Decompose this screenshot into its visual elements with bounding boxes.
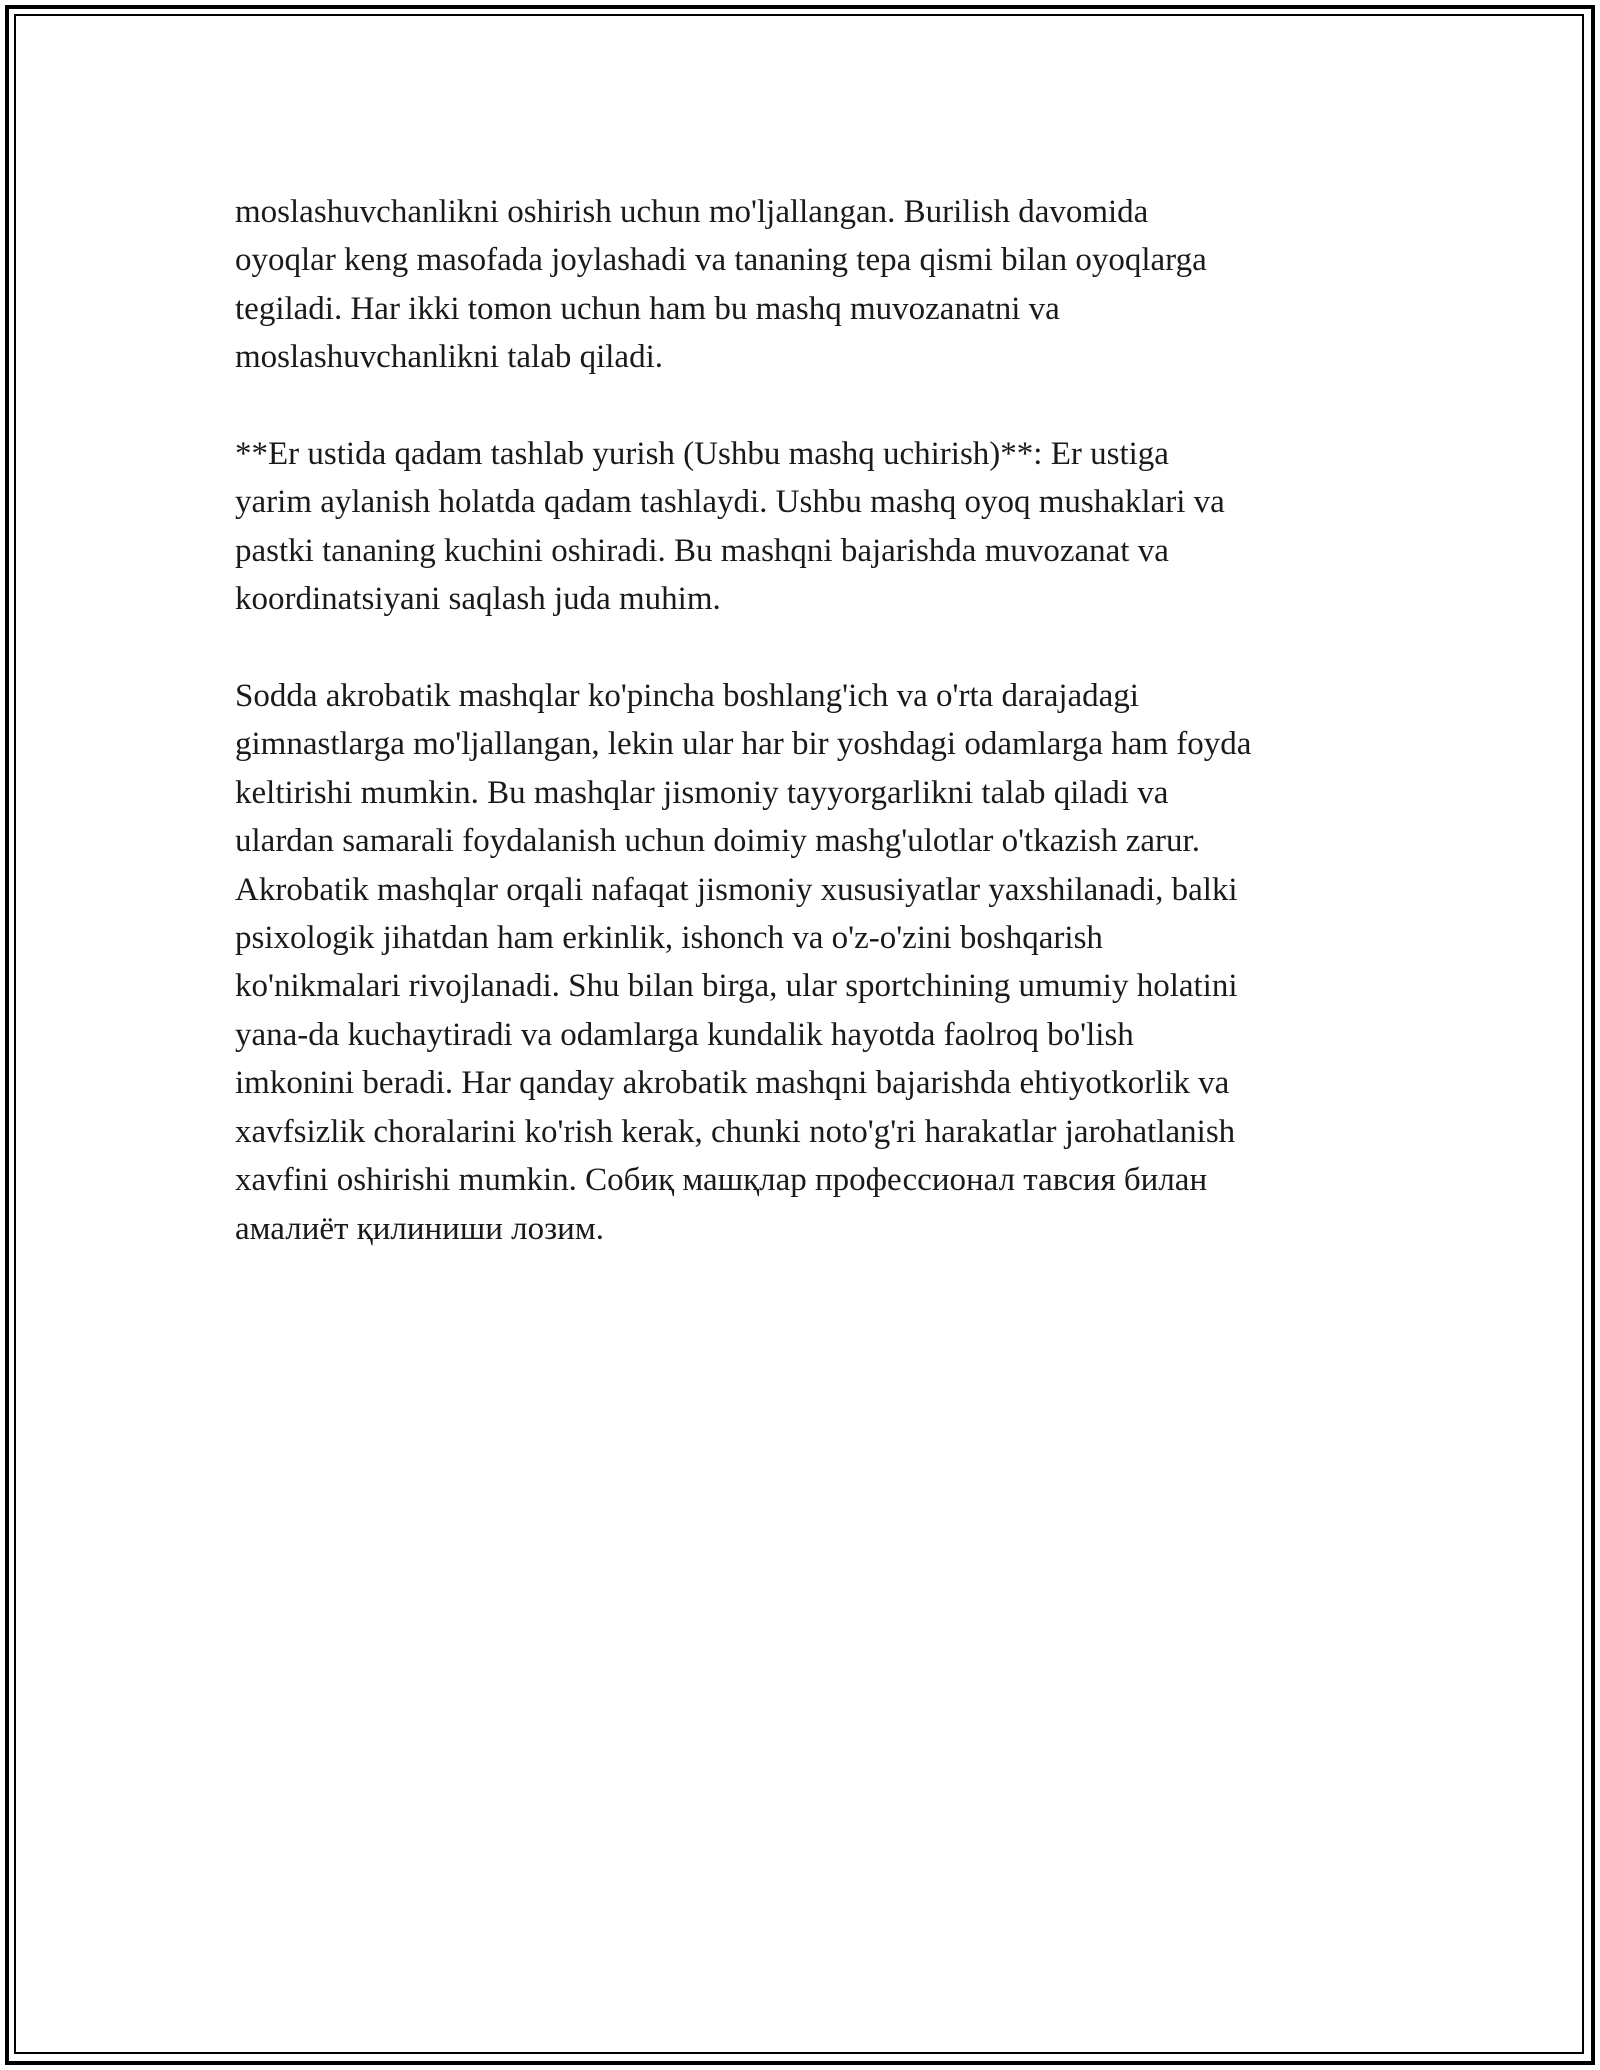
paragraph-flexibility: moslashuvchanlikni oshirish uchun mo'ljallangan. Burilish davomida oyoqlar keng masofada joylashadi va tananing tepa qismi bilan oyoqlarga tegiladi. Har ikki tomon uchun ham bu mashq muvozanatni va moslashuvchanlikni talab qiladi.: [235, 194, 1207, 376]
document-body: [235, 188, 1385, 1301]
paragraph-acrobatics-summary: Sodda akrobatik mashqlar ko'pincha boshlang'ich va o'rta darajadagi gimnastlarga mo'ljallangan, lekin ular har bir yoshdagi odamlarga ham foyda keltirishi mumkin. Bu mashqlar jismoniy tayyorgarlikni talab qiladi va ulardan samarali foydalanish uchun doimiy mashg'ulotlar o'tkazish zarur. Akrobatik mashqlar orqali nafaqat jismoniy xususiyatlar yaxshilanadi, balki psixologik jihatdan ham erkinlik, ishonch va o'z-o'zini boshqarish ko'nikmalari rivojlanadi. Shu bilan birga, ular sportchining umumiy holatini yana-da kuchaytiradi va odamlarga kundalik hayotda faolroq bo'lish imkonini beradi. Har qanday akrobatik mashqni bajarishda ehtiyotkorlik va xavfsizlik choralarini ko'rish kerak, chunki noto'g'ri harakatlar jarohatlanish xavfini oshirishi mumkin. Собиқ машқлар профессионал тавсия билан амалиёт қилиниши лозим.: [235, 678, 1252, 1247]
paragraph-ground-walking: **Er ustida qadam tashlab yurish (Ushbu mashq uchirish)**: Er ustiga yarim aylanish holatda qadam tashlaydi. Ushbu mashq oyoq mushaklari va pastki tananing kuchini oshiradi. Bu mashqni bajarishda muvozanat va koordinatsiyani saqlash juda muhim.: [235, 436, 1225, 618]
